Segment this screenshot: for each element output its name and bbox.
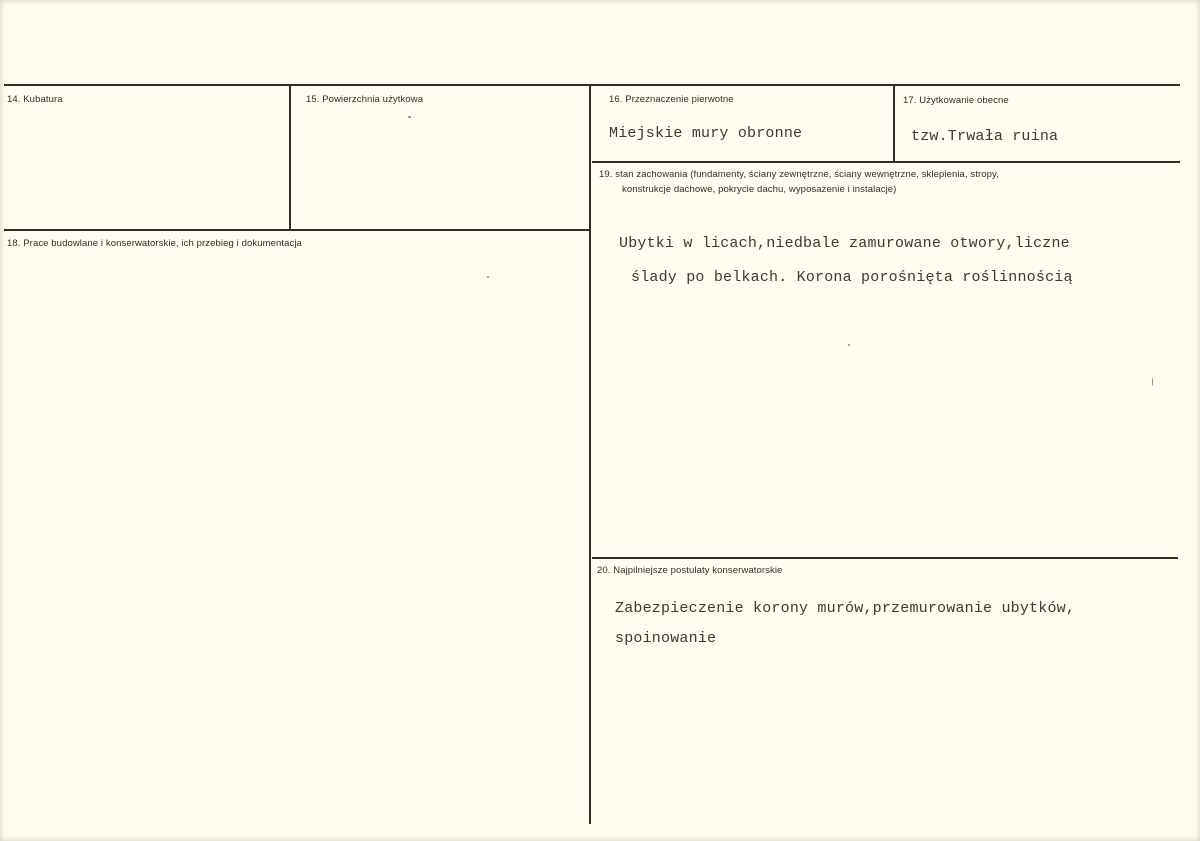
field-20-value-line1: Zabezpieczenie korony murów,przemurowanie ubytków, bbox=[615, 600, 1076, 617]
top-rule bbox=[4, 84, 1180, 86]
main-divider bbox=[589, 86, 591, 824]
divider-16-17 bbox=[893, 86, 895, 162]
paper-speck bbox=[848, 344, 850, 346]
field-16-label: 16. Przeznaczenie pierwotne bbox=[609, 94, 734, 105]
field-16-value: Miejskie mury obronne bbox=[609, 125, 803, 142]
field-15-label: 15. Powierzchnia użytkowa bbox=[306, 94, 424, 105]
rule-under-16-17 bbox=[592, 161, 1180, 163]
field-19-label-line1: 19. stan zachowania (fundamenty, ściany zewnętrzne, ściany wewnętrzne, sklepienia, stropy, bbox=[599, 169, 999, 180]
field-19-label-line2: konstrukcje dachowe, pokrycie dachu, wyposażenie i instalacje) bbox=[622, 184, 897, 195]
field-20-value-line2: spoinowanie bbox=[615, 630, 717, 647]
paper-speck bbox=[487, 276, 489, 278]
field-20-label: 20. Najpilniejsze postulaty konserwatorskie bbox=[597, 565, 783, 576]
field-14-label: 14. Kubatura bbox=[7, 94, 63, 105]
paper-speck bbox=[1152, 378, 1153, 386]
rule-above-20 bbox=[592, 557, 1178, 559]
paper-speck bbox=[408, 116, 411, 118]
field-17-label: 17. Użytkowanie obecne bbox=[903, 95, 1009, 106]
field-17-value: tzw.Trwała ruina bbox=[911, 128, 1059, 145]
field-19-value-line1: Ubytki w licach,niedbale zamurowane otwory,liczne bbox=[619, 235, 1070, 252]
field-18-label: 18. Prace budowlane i konserwatorskie, ich przebieg i dokumentacja bbox=[7, 238, 302, 249]
rule-under-14-15 bbox=[4, 229, 590, 231]
divider-14-15 bbox=[289, 86, 291, 230]
field-19-value-line2: ślady po belkach. Korona porośnięta roślinnością bbox=[631, 269, 1073, 286]
